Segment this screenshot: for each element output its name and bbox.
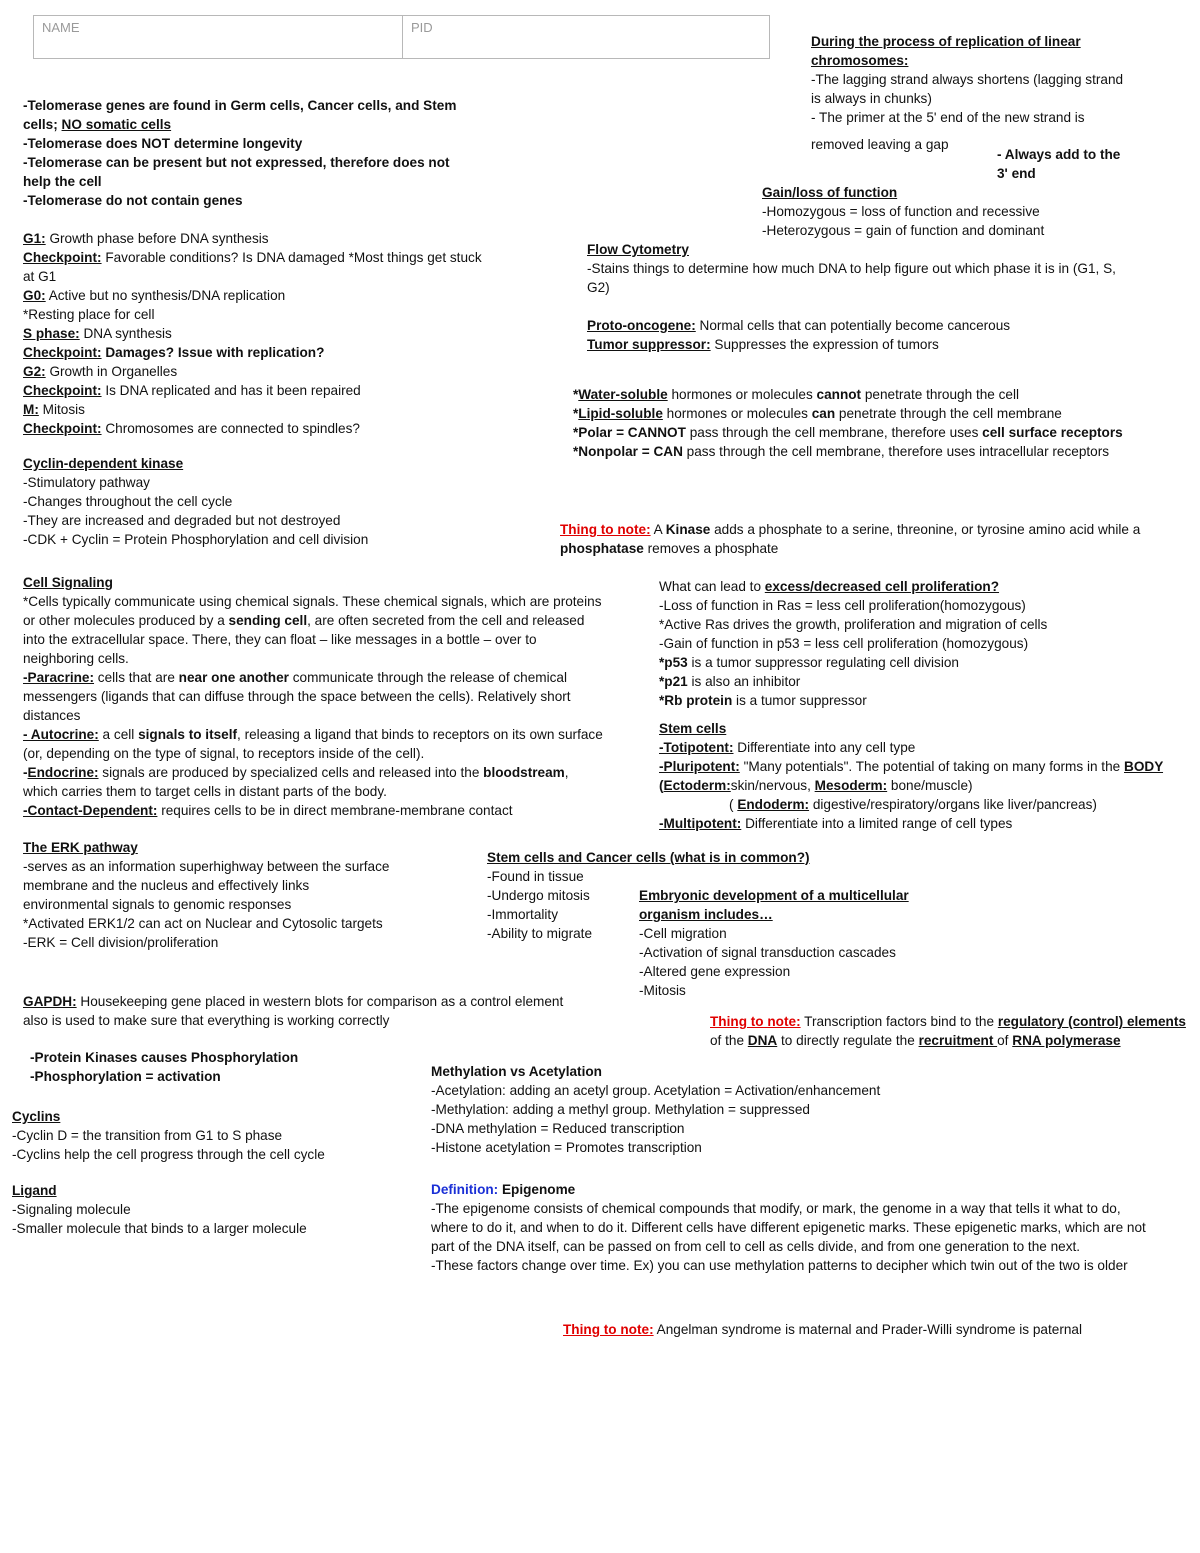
erk-title: The ERK pathway [23, 840, 138, 855]
checkpoint-line: Checkpoint: Favorable conditions? Is DNA damaged *Most things get stuck at G1 [23, 250, 482, 284]
checkpoint-line: Checkpoint: Chromosomes are connected to spindles? [23, 421, 360, 436]
water-soluble-line: *Water-soluble hormones or molecules cannot penetrate through the cell [573, 387, 1020, 402]
methylation-line: -DNA methylation = Reduced transcription [431, 1121, 685, 1136]
kinase-note: Thing to note: A Kinase adds a phosphate to a serine, threonine, or tyrosine amino acid while a phosphatase removes a phosphate [560, 522, 1141, 556]
angelman-note: Thing to note: Angelman syndrome is maternal and Prader-Willi syndrome is paternal [563, 1322, 1082, 1337]
transcription-note: Thing to note: Transcription factors bind to the regulatory (control) elements of the DNA to directly regulate the recruitment of RNA polymerase [710, 1014, 1186, 1048]
replication-section [811, 32, 1131, 154]
note-label: Thing to note: [563, 1322, 654, 1337]
multipotent-def: -Multipotent: Differentiate into a limited range of cell types [659, 816, 1013, 831]
telomerase-line: -Telomerase do not contain genes [23, 193, 243, 208]
epigenome-section [431, 1180, 1159, 1275]
erk-section [23, 838, 398, 952]
methylation-line: -Acetylation: adding an acetyl group. Acetylation = Activation/enhancement [431, 1083, 881, 1098]
proliferation-line: -Gain of function in p53 = less cell proliferation (homozygous) [659, 636, 1029, 651]
ligand-line: -Signaling molecule [12, 1202, 131, 1217]
cell-signaling-section [23, 573, 603, 820]
cyclins-line: -Cyclins help the cell progress through the cell cycle [12, 1147, 325, 1162]
cdk-line: -They are increased and degraded but not destroyed [23, 513, 341, 528]
embryonic-section [639, 886, 969, 1000]
gain-loss-line: -Homozygous = loss of function and recessive [762, 204, 1040, 219]
cdk-line: -Changes throughout the cell cycle [23, 494, 233, 509]
checkpoint-line: Checkpoint: Damages? Issue with replication? [23, 345, 325, 360]
tumor-suppressor-def: Tumor suppressor: Suppresses the expression of tumors [587, 337, 939, 352]
proliferation-line: *Rb protein is a tumor suppressor [659, 693, 867, 708]
proliferation-line: *p21 is also an inhibitor [659, 674, 801, 689]
proliferation-line: -Loss of function in Ras = less cell proliferation(homozygous) [659, 598, 1026, 613]
definition-label: Definition: [431, 1182, 499, 1197]
note-label: Thing to note: [560, 522, 651, 537]
epigenome-paragraph: -These factors change over time. Ex) you can use methylation patterns to decipher which twin out of the two is older [431, 1258, 1128, 1273]
methylation-line: -Histone acetylation = Promotes transcription [431, 1140, 702, 1155]
flow-cytometry-line: -Stains things to determine how much DNA to help figure out which phase it is in (G1, S, G2) [587, 261, 1116, 295]
erk-line: -ERK = Cell division/proliferation [23, 935, 219, 950]
gain-loss-line: -Heterozygous = gain of function and dominant [762, 223, 1045, 238]
proliferation-line: *p53 is a tumor suppressor regulating cell division [659, 655, 959, 670]
nonpolar-line: *Nonpolar = CAN pass through the cell membrane, therefore uses intracellular receptors [573, 444, 1110, 459]
gapdh-term: GAPDH: [23, 994, 77, 1009]
note-label: Thing to note: [710, 1014, 801, 1029]
proto-oncogene-def: Proto-oncogene: Normal cells that can potentially become cancerous [587, 318, 1011, 333]
signaling-intro: *Cells typically communicate using chemical signals. These chemical signals, which are proteins or other molecules produced by a sending cell, are often secreted from the cell and released into the extracellular space. There, they can float – like messages in a bottle – over to neighboring cells. [23, 594, 602, 666]
ligand-line: -Smaller molecule that binds to a larger molecule [12, 1221, 307, 1236]
list-item: -Undergo mitosis [487, 888, 590, 903]
epigenome-paragraph: -The epigenome consists of chemical compounds that modify, or mark, the genome in a way that tells it what to do, where to do it, and when to do it. Different cells have different epigenetic marks. These epigenetic marks, which are not part of the DNA itself, can be passed on from cell to cell as cells divide, and from one generation to the next. [431, 1201, 1146, 1254]
methylation-title: Methylation vs Acetylation [431, 1064, 602, 1079]
flow-cytometry-section [587, 240, 1122, 297]
proliferation-title: What can lead to excess/decreased cell proliferation? [659, 579, 1000, 594]
proliferation-section [659, 577, 1129, 710]
embryonic-title: Embryonic development of a multicellular organism includes… [639, 888, 909, 922]
contact-dependent-def: -Contact-Dependent: requires cells to be in direct membrane-membrane contact [23, 803, 513, 818]
stem-cells-section [659, 719, 1179, 833]
name-pid-table [33, 15, 770, 59]
name-label: NAME [42, 20, 80, 35]
g0-line: G0: Active but no synthesis/DNA replication [23, 288, 286, 303]
stem-cells-title: Stem cells [659, 721, 727, 736]
gain-loss-section [762, 183, 1102, 240]
cdk-line: -CDK + Cyclin = Protein Phosphorylation and cell division [23, 532, 369, 547]
proliferation-line: *Active Ras drives the growth, proliferation and migration of cells [659, 617, 1048, 632]
ligand-title: Ligand [12, 1183, 57, 1198]
replication-line: removed leaving a gap [811, 137, 949, 152]
polar-line: *Polar = CANNOT pass through the cell membrane, therefore uses cell surface receptors [573, 425, 1123, 440]
endocrine-def: -Endocrine: signals are produced by specialized cells and released into the bloodstream, which carries them to target cells in distant parts of the body. [23, 765, 569, 799]
list-item: -Found in tissue [487, 869, 584, 884]
gain-loss-title: Gain/loss of function [762, 185, 898, 200]
pluripotent-def: -Pluripotent: "Many potentials". The potential of taking on many forms in the BODY (Ectoderm:skin/nervous, Mesoderm: bone/muscle) [659, 759, 1164, 793]
totipotent-def: -Totipotent: Differentiate into any cell type [659, 740, 916, 755]
oncogene-section [587, 316, 1017, 354]
name-field[interactable] [34, 16, 403, 58]
list-item: -Activation of signal transduction cascades [639, 945, 896, 960]
kinases-section [30, 1048, 410, 1086]
telomerase-section [23, 96, 463, 210]
pid-label: PID [411, 20, 433, 35]
telomerase-line: -Telomerase can be present but not expressed, therefore does not help the cell [23, 155, 450, 189]
flow-cytometry-title: Flow Cytometry [587, 242, 689, 257]
replication-title: During the process of replication of linear chromosomes: [811, 34, 1081, 68]
hormones-section [573, 385, 1143, 461]
erk-line: -serves as an information superhighway between the surface membrane and the nucleus and effectively links environmental signals to genomic responses [23, 859, 390, 912]
cyclins-line: -Cyclin D = the transition from G1 to S phase [12, 1128, 283, 1143]
g1-line: G1: Growth phase before DNA synthesis [23, 231, 269, 246]
telomerase-line: -Telomerase genes are found in Germ cells, Cancer cells, and Stem cells; NO somatic cells [23, 98, 457, 132]
g2-line: G2: Growth in Organelles [23, 364, 178, 379]
pid-field[interactable] [403, 16, 769, 58]
cyclins-title: Cyclins [12, 1109, 61, 1124]
m-line: M: Mitosis [23, 402, 85, 417]
cell-signaling-title: Cell Signaling [23, 575, 113, 590]
stem-cancer-title: Stem cells and Cancer cells (what is in common?) [487, 850, 810, 865]
resting-line: *Resting place for cell [23, 307, 155, 322]
endoderm-line: ( Endoderm: digestive/respiratory/organs like liver/pancreas) [729, 797, 1097, 812]
lipid-soluble-line: *Lipid-soluble hormones or molecules can penetrate through the cell membrane [573, 406, 1062, 421]
list-item: -Immortality [487, 907, 558, 922]
cdk-section [23, 454, 493, 549]
replication-note: - Always add to the 3' end [997, 147, 1121, 181]
cdk-line: -Stimulatory pathway [23, 475, 150, 490]
checkpoint-line: Checkpoint: Is DNA replicated and has it been repaired [23, 383, 361, 398]
list-item: -Altered gene expression [639, 964, 791, 979]
replication-line: - The primer at the 5' end of the new strand is [811, 110, 1085, 125]
cell-cycle-section [23, 229, 493, 438]
autocrine-def: - Autocrine: a cell signals to itself, releasing a ligand that binds to receptors on its own surface (or, depending on the type of signal, to receptors inside of the cell). [23, 727, 603, 761]
list-item: -Mitosis [639, 983, 686, 998]
kinases-line: -Protein Kinases causes Phosphorylation [30, 1050, 299, 1065]
epigenome-title: Definition: Epigenome [431, 1182, 576, 1197]
list-item: -Cell migration [639, 926, 727, 941]
gapdh-section: GAPDH: Housekeeping gene placed in western blots for comparison as a control element also is used to make sure that everything is working correctly [23, 994, 564, 1028]
methylation-section [431, 1062, 1051, 1157]
replication-line: -The lagging strand always shortens (lagging strand is always in chunks) [811, 72, 1124, 106]
telomerase-line: -Telomerase does NOT determine longevity [23, 136, 303, 151]
cyclins-section [12, 1107, 412, 1164]
s-phase-line: S phase: DNA synthesis [23, 326, 172, 341]
list-item: -Ability to migrate [487, 926, 593, 941]
ligand-section [12, 1181, 412, 1238]
kinases-line: -Phosphorylation = activation [30, 1069, 221, 1084]
paracrine-def: -Paracrine: cells that are near one another communicate through the release of chemical messengers (ligands that can diffuse through the space between the cells). Relatively short distances [23, 670, 571, 723]
cdk-title: Cyclin-dependent kinase [23, 456, 184, 471]
erk-line: *Activated ERK1/2 can act on Nuclear and Cytosolic targets [23, 916, 383, 931]
methylation-line: -Methylation: adding a methyl group. Methylation = suppressed [431, 1102, 810, 1117]
